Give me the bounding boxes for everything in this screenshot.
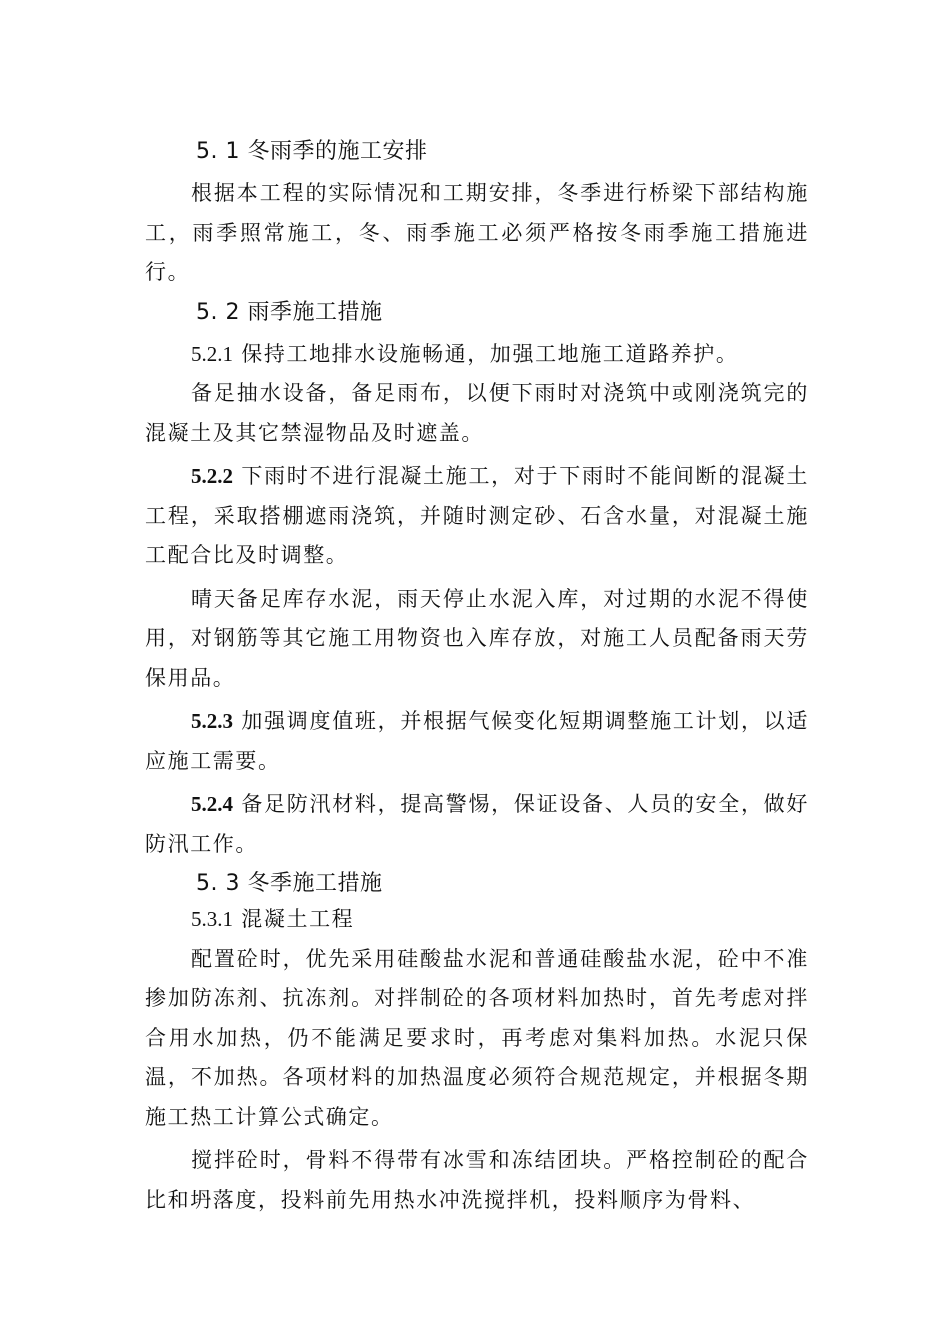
clause-number-5-2-1: 5.2.1 bbox=[191, 341, 233, 366]
paragraph-5-2-3 bbox=[145, 702, 809, 781]
clause-number-5-2-2: 5.2.2 bbox=[191, 464, 233, 488]
paragraph-5-2-1 bbox=[145, 335, 809, 375]
paragraph-5-3-1-b: 搅拌砼时，骨料不得带有冰雪和冻结团块。严格控制砼的配合比和坍落度，投料前先用热水冲洗搅拌机，投料顺序为骨料、 bbox=[145, 1148, 809, 1212]
paragraph-5-2-4 bbox=[145, 785, 809, 864]
heading-5-3: 5. 3 冬季施工措施 bbox=[196, 871, 383, 896]
paragraph-5-3-1 bbox=[145, 900, 809, 940]
clause-text-5-2-3: 加强调度值班，并根据气候变化短期调整施工计划，以适应施工需要。 bbox=[145, 709, 809, 773]
paragraph-5-2-2-b: 晴天备足库存水泥，雨天停止水泥入库，对过期的水泥不得使用，对钢筋等其它施工用物资也入库存放，对施工人员配备雨天劳保用品。 bbox=[145, 586, 809, 690]
heading-5-1: 5. 1 冬雨季的施工安排 bbox=[196, 139, 428, 164]
paragraph-5-2-2 bbox=[145, 457, 809, 576]
clause-number-5-3-1: 5.3.1 bbox=[191, 907, 233, 931]
clause-text-5-2-1: 保持工地排水设施畅通，加强工地施工道路养护。 bbox=[233, 341, 739, 366]
document-body bbox=[145, 136, 809, 1220]
clause-text-5-3-1: 混凝土工程 bbox=[233, 907, 355, 931]
paragraph-5-1: 根据本工程的实际情况和工期安排，冬季进行桥梁下部结构施工，雨季照常施工，冬、雨季施工必须严格按冬雨季施工措施进行。 bbox=[145, 181, 809, 284]
heading-5-2: 5. 2 雨季施工措施 bbox=[196, 299, 383, 325]
clause-number-5-2-3: 5.2.3 bbox=[191, 709, 233, 733]
paragraph-5-3-1-a: 配置砼时，优先采用硅酸盐水泥和普通硅酸盐水泥，砼中不准掺加防冻剂、抗冻剂。对拌制砼的各项材料加热时，首先考虑对拌合用水加热，仍不能满足要求时，再考虑对集料加热。水泥只保温，不加热。各项材料的加热温度必须符合规范规定，并根据冬期施工热工计算公式确定。 bbox=[145, 946, 809, 1129]
clause-text-5-2-4: 备足防汛材料，提高警惕，保证设备、人员的安全，做好防汛工作。 bbox=[145, 792, 809, 856]
clause-number-5-2-4: 5.2.4 bbox=[191, 792, 233, 816]
clause-text-5-2-2: 下雨时不进行混凝土施工，对于下雨时不能间断的混凝土工程，采取搭棚遮雨浇筑，并随时测定砂、石含水量，对混凝土施工配合比及时调整。 bbox=[145, 464, 809, 567]
paragraph-5-2-1-b: 备足抽水设备，备足雨布，以便下雨时对浇筑中或刚浇筑完的混凝土及其它禁湿物品及时遮盖。 bbox=[145, 381, 809, 445]
